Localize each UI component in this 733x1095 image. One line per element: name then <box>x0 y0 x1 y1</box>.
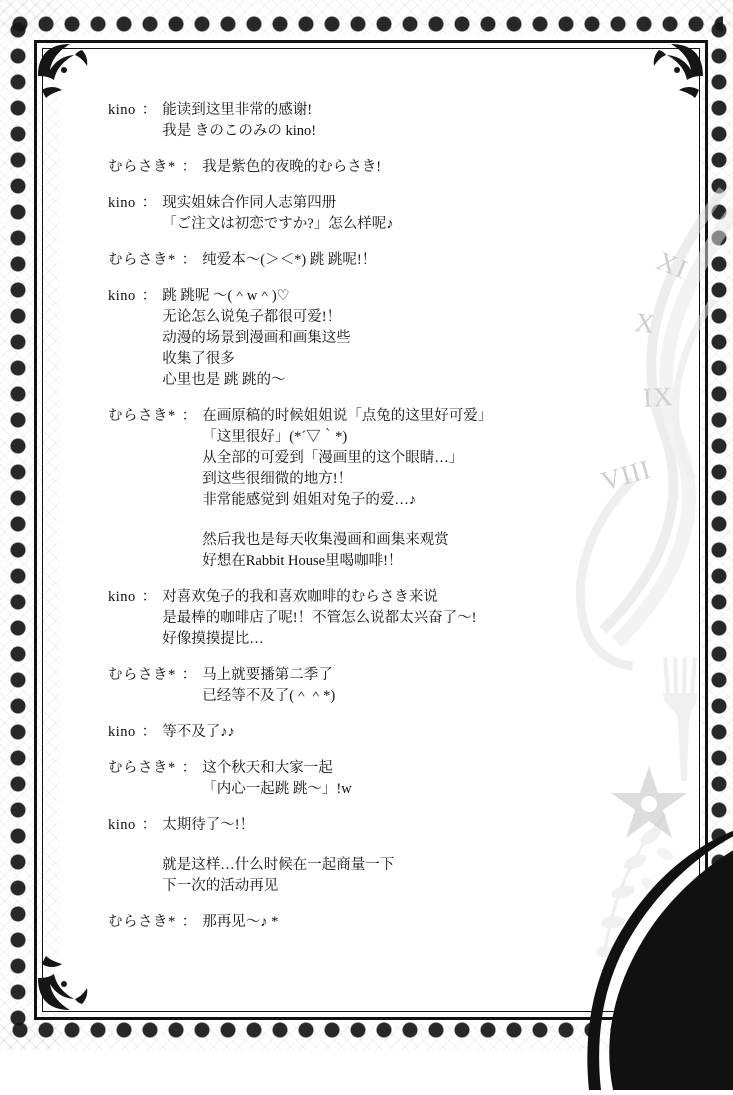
speaker-colon: ： <box>141 195 157 211</box>
dialogue-line: 太期待了～!！ <box>162 817 255 833</box>
dialogue-line: 就是这样…什么时候在一起商量一下 <box>162 857 395 873</box>
scallop-border-left <box>2 20 32 1030</box>
speaker-name: むらさき* <box>108 159 176 175</box>
dialogue-line: 从全部的可爱到「漫画里的这个眼睛…」 <box>202 450 464 466</box>
roman-numeral-xi: XI <box>652 245 692 285</box>
dialogue-lines <box>202 912 578 933</box>
dialogue-line: 「这里很好」(*´▽｀*) <box>202 429 348 445</box>
dialogue-line: 收集了很多 <box>162 351 235 367</box>
dialogue-line: 然后我也是每天收集漫画和画集来观赏 <box>202 532 449 548</box>
dialogue-line: 能读到这里非常的感谢! <box>162 102 313 118</box>
speaker-name: kino <box>108 288 136 304</box>
dialogue-entry <box>108 722 578 743</box>
dialogue-entry <box>108 100 578 142</box>
speaker-colon: ： <box>141 288 157 304</box>
dialogue-line: 马上就要播第二季了 <box>202 667 333 683</box>
dialogue-line: 那再见～♪ * <box>202 914 279 930</box>
dialogue-line: 我是 きのこのみの kino! <box>162 123 317 139</box>
dialogue-line: 心里也是 跳 跳的～ <box>162 372 286 388</box>
speaker-name: kino <box>108 817 136 833</box>
dialogue-line: 「ご注文は初恋ですか?」怎么样呢♪ <box>162 216 394 232</box>
speaker-colon: ： <box>141 724 157 740</box>
speaker-colon: ： <box>141 102 157 118</box>
dialogue-lines <box>202 157 578 178</box>
speaker-name: kino <box>108 589 136 605</box>
dialogue-lines <box>202 250 578 271</box>
speaker-name: むらさき* <box>108 252 176 268</box>
dialogue-entry <box>108 286 578 391</box>
dialogue-content <box>108 100 578 948</box>
dialogue-entry <box>108 912 578 933</box>
dialogue-entry <box>108 193 578 235</box>
dialogue-line: 我是紫色的夜晚的むらさき! <box>202 159 382 175</box>
dialogue-lines <box>162 193 578 235</box>
speaker-name: kino <box>108 724 136 740</box>
dialogue-entry <box>108 157 578 178</box>
dialogue-line: 跳 跳呢 ～(＾w＾)♡ <box>162 288 290 304</box>
speaker-name: むらさき* <box>108 408 176 424</box>
dialogue-line: 无论怎么说兔子都很可爱!！ <box>162 309 342 325</box>
speaker-colon: ： <box>141 817 157 833</box>
dialogue-line: 等不及了♪♪ <box>162 724 235 740</box>
dialogue-lines <box>202 665 578 707</box>
scallop-border-top <box>10 8 723 38</box>
speaker-colon: ： <box>181 667 197 683</box>
dialogue-line: 对喜欢兔子的我和喜欢咖啡的むらさき来说 <box>162 589 438 605</box>
speaker-colon: ： <box>181 408 197 424</box>
speaker-name: むらさき* <box>108 760 176 776</box>
dialogue-line: 「内心一起跳 跳～」!w <box>202 781 352 797</box>
dialogue-lines <box>162 815 578 897</box>
dialogue-lines <box>162 286 578 391</box>
dialogue-lines <box>202 758 578 800</box>
dialogue-line: 到这些很细微的地方!！ <box>202 471 353 487</box>
dialogue-lines <box>162 722 578 743</box>
dialogue-line: 好像摸摸提比… <box>162 631 264 647</box>
speaker-colon: ： <box>181 159 197 175</box>
dialogue-line: 这个秋天和大家一起 <box>202 760 333 776</box>
dialogue-line: 动漫的场景到漫画和画集这些 <box>162 330 351 346</box>
roman-numeral-x: X <box>632 306 658 340</box>
speaker-colon: ： <box>181 760 197 776</box>
dialogue-lines <box>162 587 578 650</box>
speaker-name: kino <box>108 102 136 118</box>
roman-numeral-viii: VIII <box>597 453 655 497</box>
dialogue-line: 非常能感觉到 姐姐对兔子的爱…♪ <box>202 492 417 508</box>
dialogue-entry <box>108 406 578 572</box>
dialogue-entry <box>108 758 578 800</box>
speaker-colon: ： <box>181 252 197 268</box>
dialogue-entry <box>108 665 578 707</box>
speaker-colon: ： <box>141 589 157 605</box>
speaker-name: むらさき* <box>108 667 176 683</box>
dialogue-entry <box>108 587 578 650</box>
dialogue-line: 下一次的活动再见 <box>162 878 279 894</box>
dialogue-lines <box>162 100 578 142</box>
dialogue-line: 在画原稿的时候姐姐说「点兔的这里好可爱」 <box>202 408 493 424</box>
roman-numeral-ix: IX <box>641 380 674 414</box>
dialogue-line: 现实姐妹合作同人志第四册 <box>162 195 337 211</box>
dialogue-line: 已经等不及了(＾＾*) <box>202 688 336 704</box>
dialogue-lines <box>202 406 578 572</box>
dialogue-line: 好想在Rabbit House里喝咖啡!！ <box>202 553 403 569</box>
dialogue-entry <box>108 250 578 271</box>
dialogue-line: 纯爱本～(＞＜*) 跳 跳呢!！ <box>202 252 377 268</box>
speaker-name: むらさき* <box>108 914 176 930</box>
speaker-name: kino <box>108 195 136 211</box>
dialogue-line: 是最棒的咖啡店了呢!！不管怎么说都太兴奋了～! <box>162 610 477 626</box>
dialogue-entry <box>108 815 578 897</box>
speaker-colon: ： <box>181 914 197 930</box>
